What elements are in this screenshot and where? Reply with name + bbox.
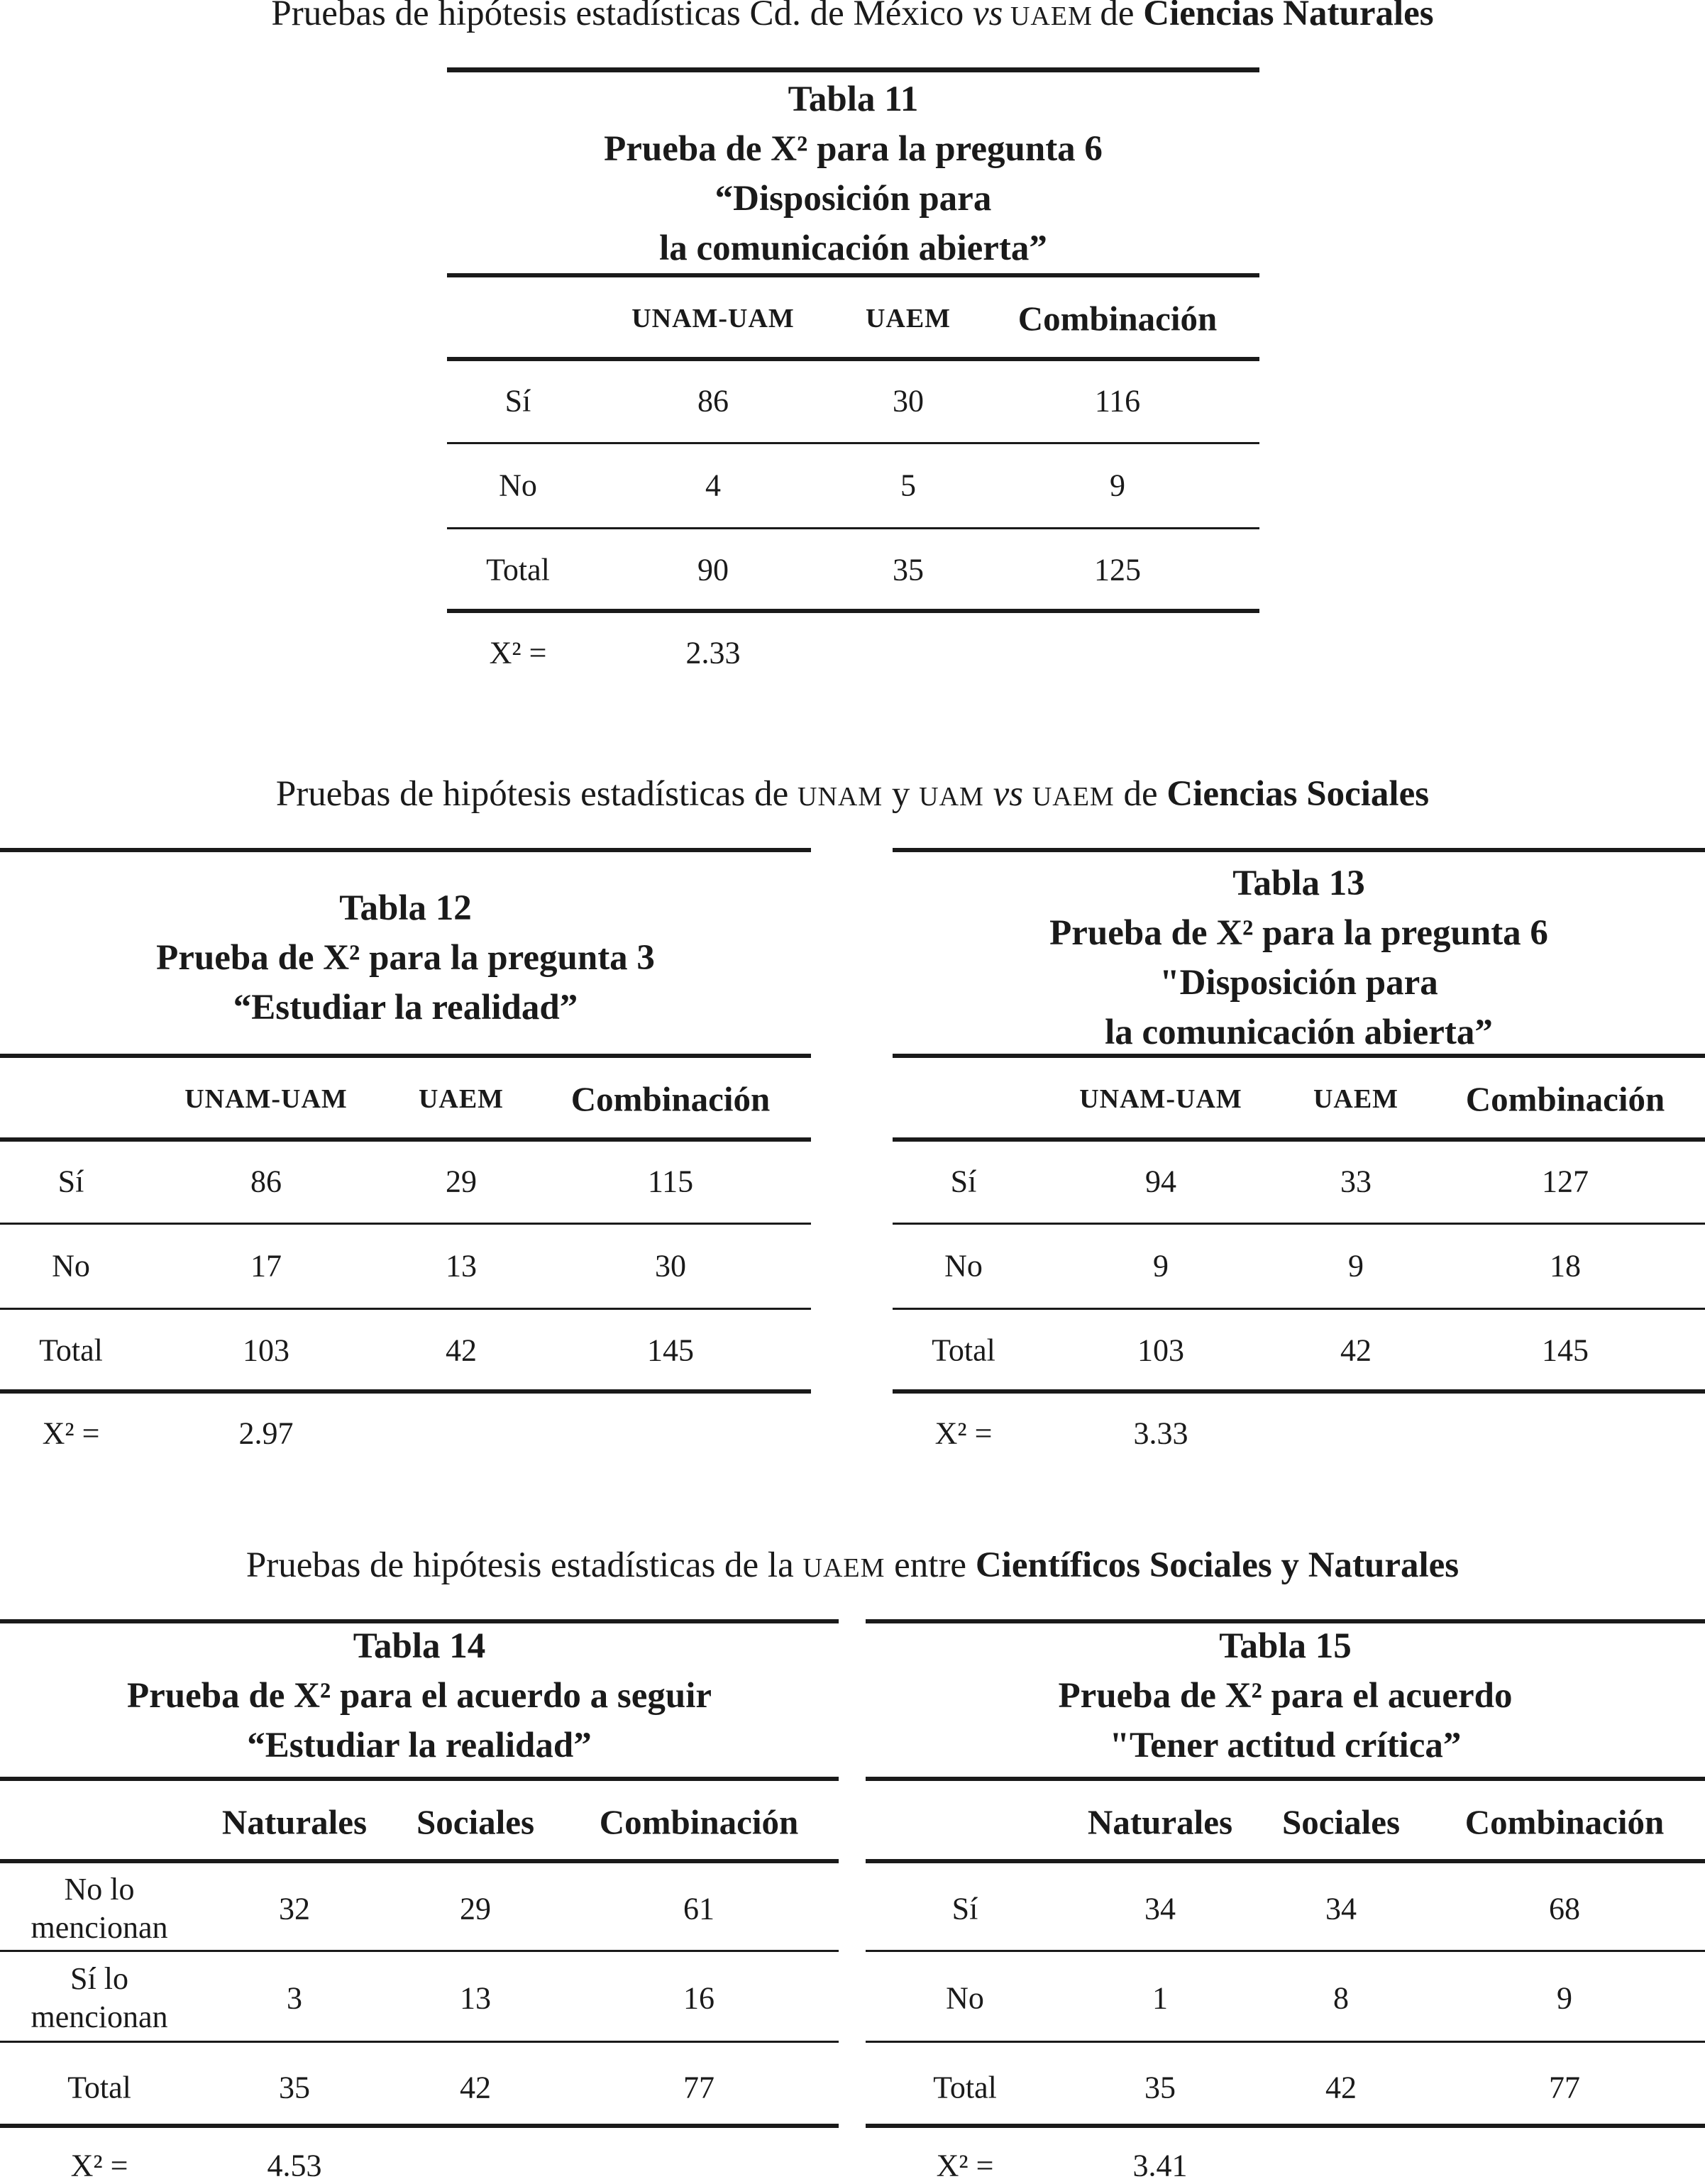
table-cell: 9 (1110, 468, 1125, 503)
column-header: Naturales (1087, 1802, 1233, 1842)
table-rule (447, 442, 1259, 444)
row-label: Sí (504, 383, 531, 419)
column-header: UNAM-UAM (184, 1084, 348, 1114)
table-cell: 17 (250, 1248, 282, 1284)
table-cell: 1 (1152, 1980, 1168, 2016)
table-title (893, 859, 1705, 1057)
row-label-line: Sí lo (70, 1961, 128, 1996)
table-rule (0, 1223, 811, 1225)
row-label: Sí (57, 1164, 84, 1199)
table-cell: 90 (697, 552, 729, 588)
table-rule (0, 1308, 811, 1310)
column-header: UAEM (418, 1084, 504, 1114)
row-label: Sí (951, 1891, 978, 1926)
table-cell: 125 (1094, 552, 1141, 588)
row-label: No (499, 468, 537, 503)
table-cell: 145 (647, 1333, 694, 1368)
table-title-line: “Estudiar la realidad” (247, 1726, 592, 1765)
table-rule (0, 1054, 811, 1058)
table-title-line: Prueba de X² para el acuerdo (1058, 1676, 1513, 1716)
table-cell: 29 (460, 1891, 491, 1926)
table-cell: 13 (446, 1248, 477, 1284)
column-header: Combinación (599, 1802, 799, 1842)
table-rule (0, 1859, 839, 1863)
chi-square-value: 2.33 (685, 635, 741, 671)
table-cell: 9 (1348, 1248, 1364, 1284)
table-cell: 35 (279, 2070, 310, 2105)
table-cell: 35 (1144, 2070, 1176, 2105)
table-title (0, 1621, 839, 1770)
table-14 (0, 1619, 839, 2181)
table-cell: 30 (893, 383, 924, 419)
table-rule (0, 2041, 839, 2043)
section-heading-naturales: Pruebas de hipótesis estadísticas Cd. de México vs UAEM de Ciencias Naturales (271, 0, 1434, 33)
table-cell: 32 (279, 1891, 310, 1926)
table-rule (0, 1777, 839, 1781)
table-15 (866, 1619, 1705, 2181)
row-label-line: mencionan (31, 1910, 168, 1945)
table-rule (866, 1777, 1705, 1781)
table-cell: 145 (1542, 1333, 1589, 1368)
table-rule (893, 1389, 1705, 1394)
table-cell: 3 (287, 1980, 302, 2016)
table-rule (0, 2124, 839, 2128)
chi-square-value: 4.53 (267, 2148, 322, 2183)
table-title-line: Tabla 15 (1219, 1626, 1352, 1666)
column-header: UAEM (1313, 1084, 1399, 1114)
column-header: Combinación (1465, 1079, 1665, 1119)
section-heading-cientificos: Pruebas de hipótesis estadísticas de la UAEM entre Científicos Sociales y Naturales (245, 1545, 1460, 1585)
row-label: Total (67, 2070, 131, 2105)
table-rule (447, 273, 1259, 277)
row-label: Total (39, 1333, 103, 1368)
table-cell: 29 (446, 1164, 477, 1199)
table-cell: 35 (893, 552, 924, 588)
column-header: Combinación (1017, 299, 1218, 338)
chi-square-label: X² = (489, 635, 547, 671)
column-header: Naturales (221, 1802, 368, 1842)
table-11 (447, 67, 1259, 692)
table-cell: 116 (1094, 383, 1141, 419)
chi-square-value: 2.97 (238, 1416, 294, 1451)
table-rule (447, 357, 1259, 361)
table-cell: 13 (460, 1980, 491, 2016)
table-cell: 5 (900, 468, 916, 503)
table-title-line: "Disposición para (1159, 963, 1438, 1003)
table-cell: 103 (243, 1333, 289, 1368)
table-cell: 68 (1549, 1891, 1580, 1926)
chi-square-value: 3.41 (1132, 2148, 1188, 2183)
table-cell: 33 (1340, 1164, 1372, 1199)
table-title-line: Prueba de X² para la pregunta 6 (604, 129, 1103, 169)
row-label: No (946, 1980, 984, 2016)
table-title-line: la comunicación abierta” (1105, 1013, 1493, 1052)
row-label: No (944, 1248, 983, 1284)
table-rule (0, 1137, 811, 1142)
table-rule (447, 67, 1259, 72)
table-cell: 86 (250, 1164, 282, 1199)
table-title-line: “Estudiar la realidad” (233, 988, 578, 1027)
row-label (31, 1870, 167, 1947)
table-title-line: Prueba de X² para el acuerdo a seguir (126, 1676, 712, 1716)
table-rule (0, 1389, 811, 1394)
table-title (866, 1621, 1705, 1770)
table-rule (447, 609, 1259, 613)
row-label: Sí (950, 1164, 977, 1199)
table-title (0, 883, 811, 1032)
table-cell: 34 (1325, 1891, 1357, 1926)
chi-square-label: X² = (70, 2148, 128, 2183)
table-13 (893, 848, 1705, 1472)
table-cell: 30 (655, 1248, 686, 1284)
table-rule (893, 1223, 1705, 1225)
table-cell: 34 (1144, 1891, 1176, 1926)
table-cell: 94 (1145, 1164, 1176, 1199)
table-title (447, 75, 1259, 273)
table-rule (447, 527, 1259, 529)
table-cell: 9 (1153, 1248, 1169, 1284)
table-cell: 42 (1340, 1333, 1372, 1368)
table-cell: 61 (683, 1891, 714, 1926)
table-cell: 8 (1333, 1980, 1349, 2016)
table-rule (893, 1137, 1705, 1142)
table-rule (866, 2124, 1705, 2128)
row-label: Total (486, 552, 550, 588)
column-header: UAEM (865, 304, 951, 333)
table-rule (0, 848, 811, 852)
chi-square-value: 3.33 (1133, 1416, 1188, 1451)
table-rule (893, 848, 1705, 852)
table-title-line: Tabla 12 (339, 888, 472, 928)
column-header: Sociales (1281, 1802, 1401, 1842)
chi-square-label: X² = (936, 2148, 994, 2183)
row-label: No (52, 1248, 90, 1284)
section-heading-sociales: Pruebas de hipótesis estadísticas de UNAM y UAM vs UAEM de Ciencias Sociales (275, 774, 1430, 814)
column-header: UNAM-UAM (631, 304, 795, 333)
table-rule (893, 1308, 1705, 1310)
table-title-line: Prueba de X² para la pregunta 3 (156, 938, 655, 978)
row-label-line: mencionan (31, 2000, 168, 2034)
table-12 (0, 848, 811, 1472)
table-cell: 103 (1137, 1333, 1184, 1368)
chi-square-label: X² = (934, 1416, 993, 1451)
row-label: Total (933, 2070, 997, 2105)
table-title-line: Tabla 14 (353, 1626, 486, 1666)
table-cell: 16 (683, 1980, 714, 2016)
table-title-line: "Tener actitud crítica” (1109, 1726, 1462, 1765)
table-rule (866, 2041, 1705, 2043)
column-header: Combinación (1464, 1802, 1665, 1842)
table-rule (0, 1950, 839, 1952)
row-label-line: No lo (64, 1872, 135, 1907)
row-label: Total (932, 1333, 995, 1368)
table-title-line: Prueba de X² para la pregunta 6 (1049, 913, 1548, 953)
table-title-line: Tabla 13 (1232, 864, 1365, 903)
table-cell: 127 (1542, 1164, 1589, 1199)
table-cell: 77 (1549, 2070, 1580, 2105)
table-cell: 42 (1325, 2070, 1357, 2105)
table-cell: 4 (705, 468, 721, 503)
column-header: UNAM-UAM (1079, 1084, 1242, 1114)
table-title-line: “Disposición para (714, 179, 992, 219)
column-header: Sociales (416, 1802, 535, 1842)
row-label (31, 1960, 167, 2036)
table-title-line: la comunicación abierta” (659, 228, 1047, 268)
table-cell: 86 (697, 383, 729, 419)
table-rule (866, 1950, 1705, 1952)
chi-square-label: X² = (42, 1416, 100, 1451)
table-title-line: Tabla 11 (788, 79, 919, 119)
table-cell: 115 (647, 1164, 694, 1199)
table-cell: 42 (446, 1333, 477, 1368)
table-cell: 42 (460, 2070, 491, 2105)
table-cell: 77 (683, 2070, 714, 2105)
table-cell: 9 (1557, 1980, 1572, 2016)
table-cell: 18 (1550, 1248, 1581, 1284)
column-header: Combinación (570, 1079, 771, 1119)
table-rule (866, 1859, 1705, 1863)
